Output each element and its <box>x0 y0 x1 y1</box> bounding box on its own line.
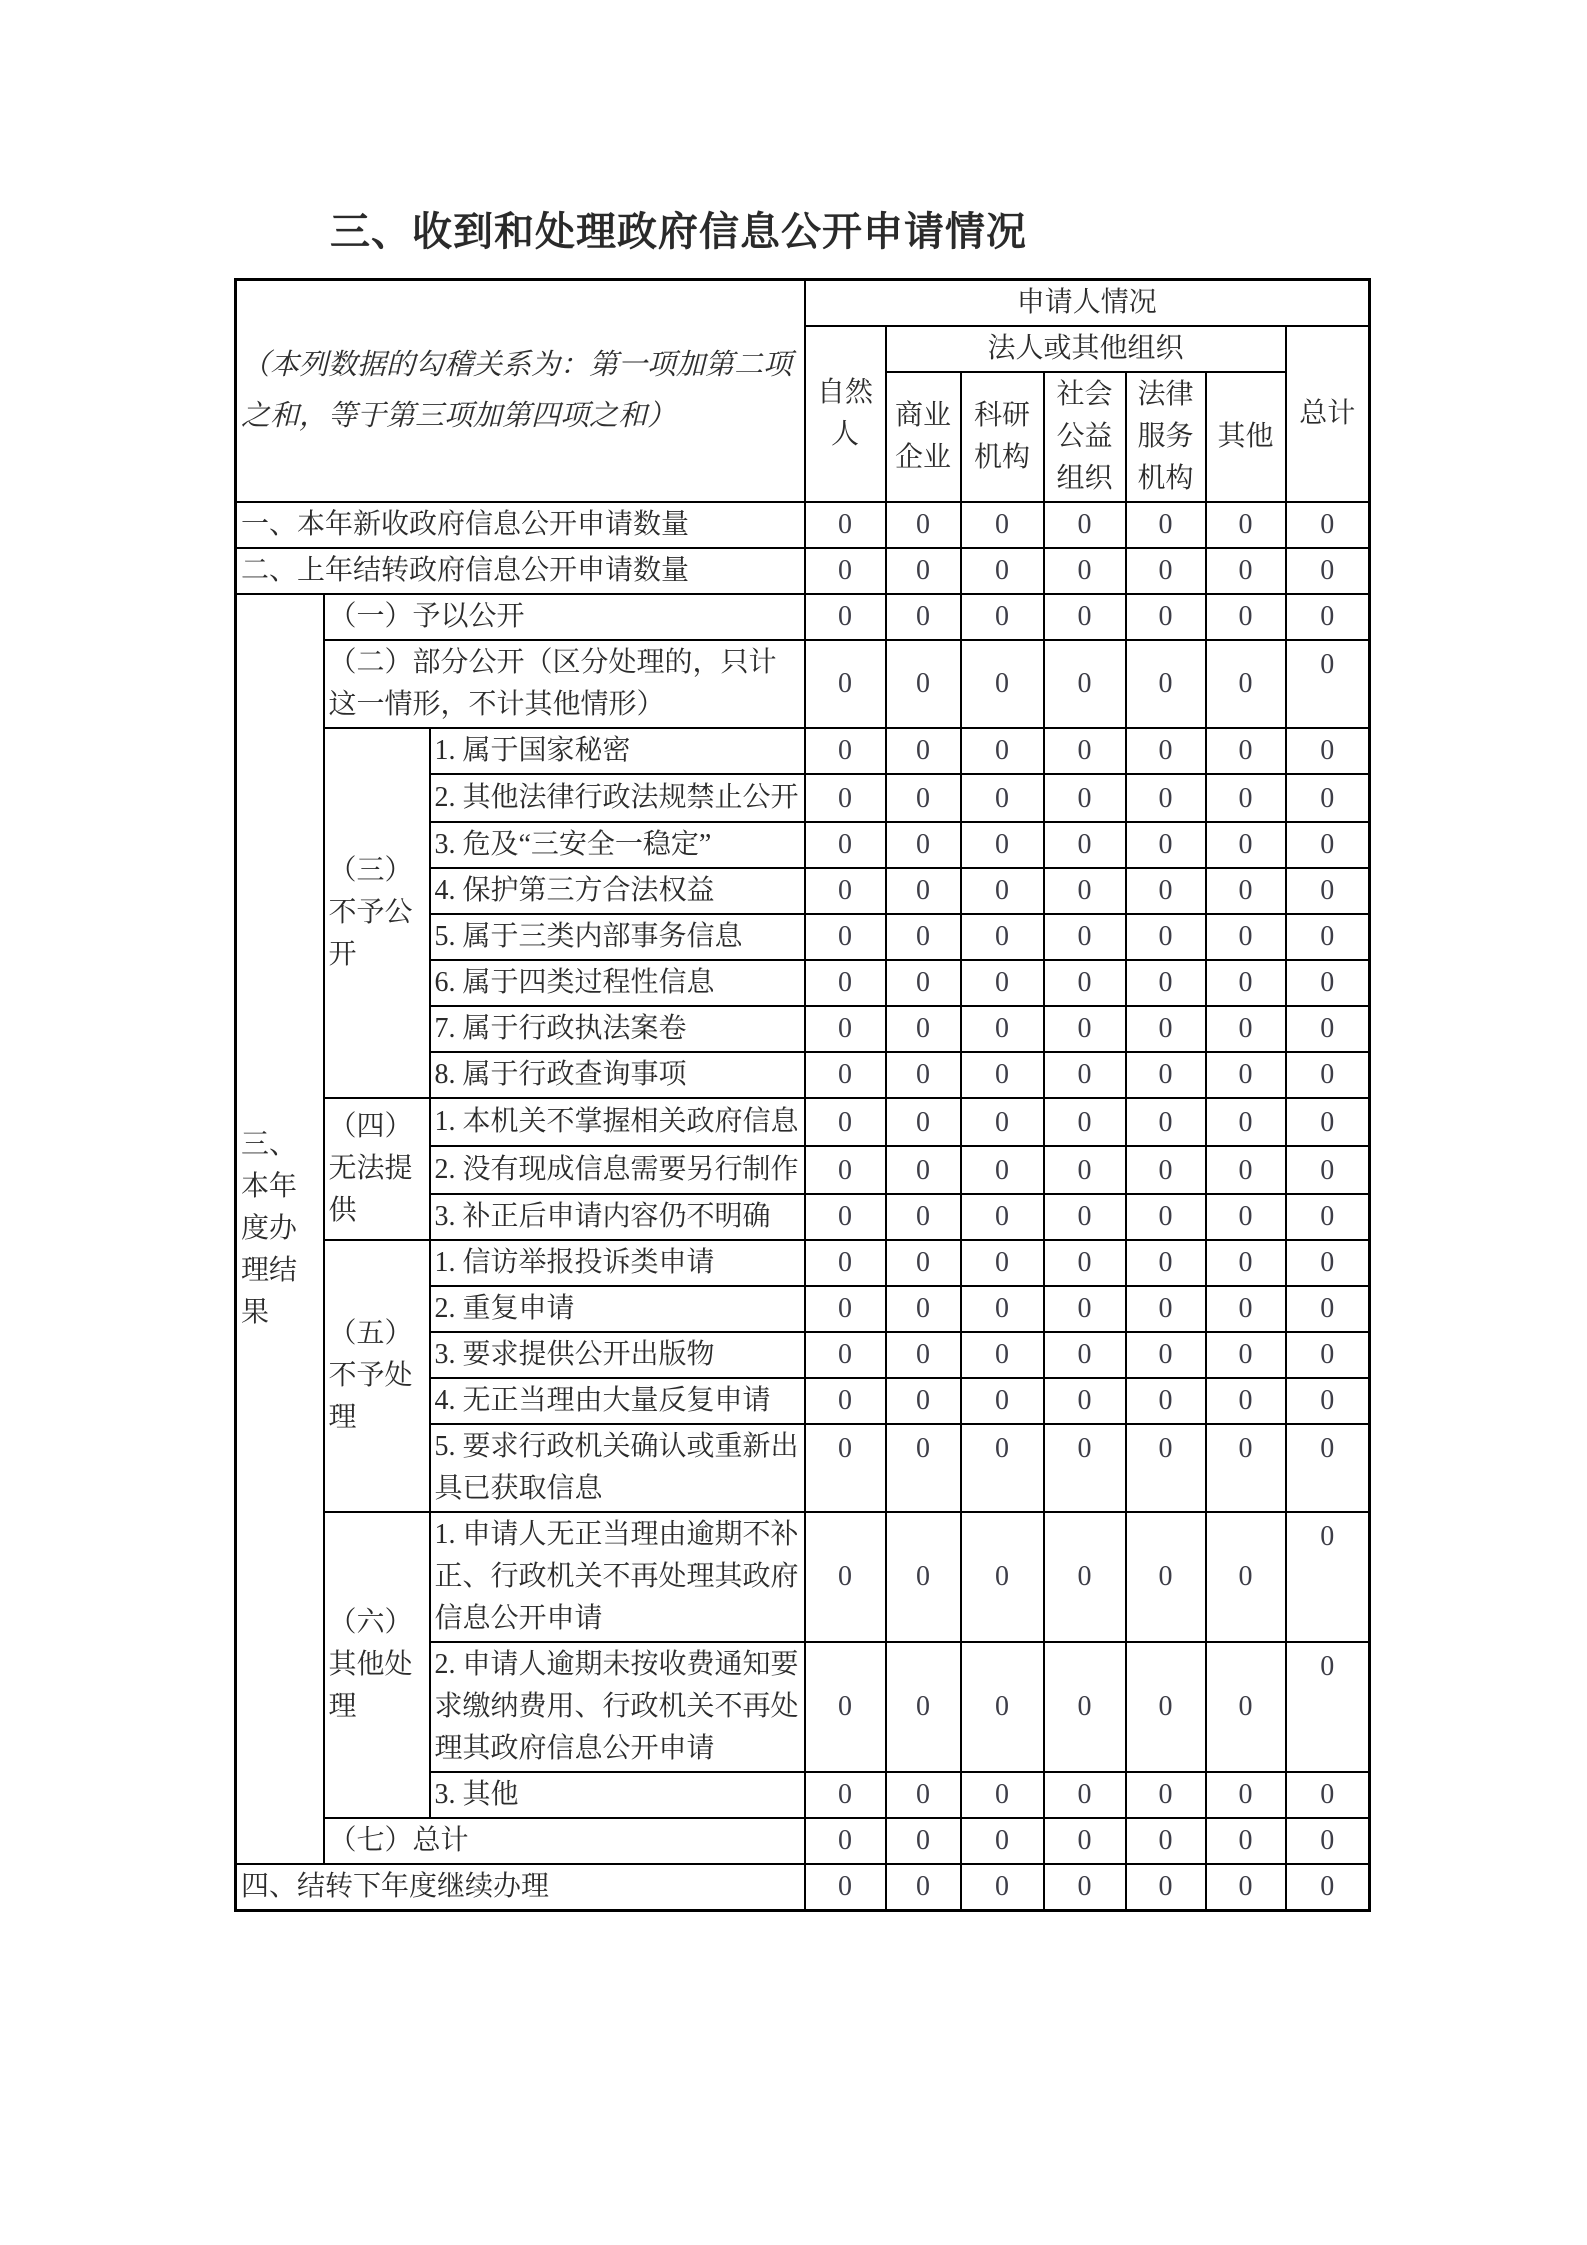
value-cell: 0 <box>1286 1146 1370 1194</box>
value-cell: 0 <box>886 822 961 868</box>
value-cell: 0 <box>1286 1642 1370 1772</box>
value-cell: 0 <box>805 914 886 960</box>
row-label: 5. 属于三类内部事务信息 <box>430 914 805 960</box>
value-cell: 0 <box>805 1098 886 1146</box>
row-label: 5. 要求行政机关确认或重新出具已获取信息 <box>430 1424 805 1512</box>
value-cell: 0 <box>805 1424 886 1512</box>
row-label: 6. 属于四类过程性信息 <box>430 960 805 1006</box>
value-cell: 0 <box>1286 640 1370 728</box>
value-cell: 0 <box>961 594 1044 640</box>
value-cell: 0 <box>1126 1240 1206 1286</box>
table-row <box>236 1864 1370 1911</box>
subsection-label: （四）无法提供 <box>324 1098 430 1240</box>
value-cell: 0 <box>1126 1006 1206 1052</box>
value-cell: 0 <box>1044 1642 1126 1772</box>
value-cell: 0 <box>1286 1332 1370 1378</box>
value-cell: 0 <box>961 1512 1044 1642</box>
value-cell: 0 <box>1126 1194 1206 1240</box>
value-cell: 0 <box>961 1332 1044 1378</box>
value-cell: 0 <box>1286 868 1370 914</box>
value-cell: 0 <box>1206 1378 1286 1424</box>
value-cell: 0 <box>886 868 961 914</box>
value-cell: 0 <box>1044 1424 1126 1512</box>
value-cell: 0 <box>886 548 961 594</box>
value-cell: 0 <box>961 1052 1044 1098</box>
value-cell: 0 <box>886 1772 961 1818</box>
value-cell: 0 <box>1206 774 1286 822</box>
value-cell: 0 <box>1286 960 1370 1006</box>
value-cell: 0 <box>1044 1240 1126 1286</box>
value-cell: 0 <box>1126 1286 1206 1332</box>
header-natural-person: 自然人 <box>805 326 886 502</box>
value-cell: 0 <box>886 960 961 1006</box>
value-cell: 0 <box>1206 728 1286 774</box>
value-cell: 0 <box>1044 1006 1126 1052</box>
table-row <box>236 640 1370 728</box>
value-cell: 0 <box>805 822 886 868</box>
corner-note: （本列数据的勾稽关系为：第一项加第二项之和，等于第三项加第四项之和） <box>236 280 805 503</box>
value-cell: 0 <box>1206 1146 1286 1194</box>
value-cell: 0 <box>886 1006 961 1052</box>
page-title: 三、收到和处理政府信息公开申请情况 <box>330 210 1027 254</box>
value-cell: 0 <box>961 868 1044 914</box>
value-cell: 0 <box>1044 1772 1126 1818</box>
row-label: （一）予以公开 <box>324 594 805 640</box>
value-cell: 0 <box>886 774 961 822</box>
row-label: 1. 信访举报投诉类申请 <box>430 1240 805 1286</box>
table-row <box>236 594 1370 640</box>
subsection-label: （三）不予公开 <box>324 728 430 1098</box>
value-cell: 0 <box>1286 1098 1370 1146</box>
value-cell: 0 <box>1206 1006 1286 1052</box>
value-cell: 0 <box>1126 1332 1206 1378</box>
value-cell: 0 <box>805 640 886 728</box>
value-cell: 0 <box>961 1864 1044 1911</box>
value-cell: 0 <box>1206 868 1286 914</box>
value-cell: 0 <box>1044 548 1126 594</box>
value-cell: 0 <box>1206 1864 1286 1911</box>
section-label: 三、本年度办理结果 <box>236 594 324 1864</box>
value-cell: 0 <box>886 1642 961 1772</box>
value-cell: 0 <box>886 1146 961 1194</box>
value-cell: 0 <box>1126 1424 1206 1512</box>
row-label: 3. 要求提供公开出版物 <box>430 1332 805 1378</box>
value-cell: 0 <box>886 728 961 774</box>
value-cell: 0 <box>1286 1864 1370 1911</box>
value-cell: 0 <box>1206 1240 1286 1286</box>
row-label: 二、上年结转政府信息公开申请数量 <box>236 548 805 594</box>
value-cell: 0 <box>886 1194 961 1240</box>
value-cell: 0 <box>1286 1772 1370 1818</box>
value-cell: 0 <box>1286 1424 1370 1512</box>
value-cell: 0 <box>1044 1098 1126 1146</box>
value-cell: 0 <box>1206 822 1286 868</box>
table-row <box>236 1512 1370 1642</box>
value-cell: 0 <box>1126 1864 1206 1911</box>
value-cell: 0 <box>1126 1512 1206 1642</box>
value-cell: 0 <box>1206 1286 1286 1332</box>
value-cell: 0 <box>805 960 886 1006</box>
value-cell: 0 <box>961 1286 1044 1332</box>
value-cell: 0 <box>1286 1240 1370 1286</box>
value-cell: 0 <box>886 1512 961 1642</box>
value-cell: 0 <box>1044 1052 1126 1098</box>
value-cell: 0 <box>1044 868 1126 914</box>
row-label: 3. 危及“三安全一稳定” <box>430 822 805 868</box>
value-cell: 0 <box>805 594 886 640</box>
value-cell: 0 <box>1126 640 1206 728</box>
value-cell: 0 <box>1044 1146 1126 1194</box>
header-applicant-status: 申请人情况 <box>805 280 1370 327</box>
value-cell: 0 <box>1206 1512 1286 1642</box>
value-cell: 0 <box>886 640 961 728</box>
value-cell: 0 <box>1044 960 1126 1006</box>
value-cell: 0 <box>961 1642 1044 1772</box>
table-row <box>236 548 1370 594</box>
row-label: 3. 补正后申请内容仍不明确 <box>430 1194 805 1240</box>
value-cell: 0 <box>961 1194 1044 1240</box>
value-cell: 0 <box>961 960 1044 1006</box>
value-cell: 0 <box>1286 822 1370 868</box>
value-cell: 0 <box>1206 1098 1286 1146</box>
table-row <box>236 1240 1370 1286</box>
value-cell: 0 <box>1286 1286 1370 1332</box>
subsection-label: （六）其他处理 <box>324 1512 430 1818</box>
header-commercial-enterprise: 商业企业 <box>886 372 961 502</box>
value-cell: 0 <box>1044 1818 1126 1864</box>
header-row <box>236 280 1370 327</box>
value-cell: 0 <box>1126 774 1206 822</box>
value-cell: 0 <box>1126 1052 1206 1098</box>
value-cell: 0 <box>1206 640 1286 728</box>
value-cell: 0 <box>886 1864 961 1911</box>
row-label: 2. 其他法律行政法规禁止公开 <box>430 774 805 822</box>
value-cell: 0 <box>886 502 961 548</box>
value-cell: 0 <box>961 1818 1044 1864</box>
value-cell: 0 <box>1126 1146 1206 1194</box>
value-cell: 0 <box>1286 774 1370 822</box>
value-cell: 0 <box>1286 1006 1370 1052</box>
value-cell: 0 <box>961 548 1044 594</box>
value-cell: 0 <box>1044 1286 1126 1332</box>
table-header <box>236 280 1370 503</box>
value-cell: 0 <box>886 914 961 960</box>
value-cell: 0 <box>961 640 1044 728</box>
value-cell: 0 <box>805 1642 886 1772</box>
table-row <box>236 1818 1370 1864</box>
value-cell: 0 <box>1126 502 1206 548</box>
value-cell: 0 <box>805 1818 886 1864</box>
value-cell: 0 <box>1044 914 1126 960</box>
row-label: 8. 属于行政查询事项 <box>430 1052 805 1098</box>
value-cell: 0 <box>1206 1642 1286 1772</box>
value-cell: 0 <box>1126 1098 1206 1146</box>
value-cell: 0 <box>1286 548 1370 594</box>
value-cell: 0 <box>961 1772 1044 1818</box>
value-cell: 0 <box>1286 1378 1370 1424</box>
value-cell: 0 <box>886 1378 961 1424</box>
value-cell: 0 <box>1286 1818 1370 1864</box>
applications-table <box>234 278 1371 1912</box>
table-row <box>236 1098 1370 1146</box>
value-cell: 0 <box>1044 594 1126 640</box>
value-cell: 0 <box>805 548 886 594</box>
value-cell: 0 <box>1044 1332 1126 1378</box>
value-cell: 0 <box>1126 548 1206 594</box>
value-cell: 0 <box>1206 1332 1286 1378</box>
value-cell: 0 <box>805 868 886 914</box>
value-cell: 0 <box>1044 1378 1126 1424</box>
value-cell: 0 <box>1044 1194 1126 1240</box>
table-row <box>236 728 1370 774</box>
header-legal-org: 法人或其他组织 <box>886 326 1286 372</box>
header-other-org: 其他 <box>1206 372 1286 502</box>
value-cell: 0 <box>1286 502 1370 548</box>
value-cell: 0 <box>961 502 1044 548</box>
value-cell: 0 <box>886 1332 961 1378</box>
value-cell: 0 <box>1044 728 1126 774</box>
value-cell: 0 <box>1206 1194 1286 1240</box>
value-cell: 0 <box>961 1006 1044 1052</box>
row-label: 7. 属于行政执法案卷 <box>430 1006 805 1052</box>
value-cell: 0 <box>961 1424 1044 1512</box>
value-cell: 0 <box>1206 594 1286 640</box>
value-cell: 0 <box>805 1378 886 1424</box>
row-label: 四、结转下年度继续办理 <box>236 1864 805 1911</box>
value-cell: 0 <box>805 1512 886 1642</box>
value-cell: 0 <box>805 728 886 774</box>
value-cell: 0 <box>961 1146 1044 1194</box>
value-cell: 0 <box>1044 822 1126 868</box>
value-cell: 0 <box>1044 640 1126 728</box>
value-cell: 0 <box>961 1378 1044 1424</box>
value-cell: 0 <box>961 774 1044 822</box>
row-label: 2. 没有现成信息需要另行制作 <box>430 1146 805 1194</box>
value-cell: 0 <box>1126 868 1206 914</box>
value-cell: 0 <box>1206 502 1286 548</box>
row-label: （七）总计 <box>324 1818 805 1864</box>
value-cell: 0 <box>1126 1772 1206 1818</box>
value-cell: 0 <box>1206 960 1286 1006</box>
row-label: 2. 重复申请 <box>430 1286 805 1332</box>
header-research-institution: 科研机构 <box>961 372 1044 502</box>
row-label: （二）部分公开（区分处理的，只计这一情形，不计其他情形） <box>324 640 805 728</box>
row-label: 2. 申请人逾期未按收费通知要求缴纳费用、行政机关不再处理其政府信息公开申请 <box>430 1642 805 1772</box>
value-cell: 0 <box>1126 728 1206 774</box>
value-cell: 0 <box>1126 960 1206 1006</box>
value-cell: 0 <box>886 1286 961 1332</box>
value-cell: 0 <box>961 914 1044 960</box>
value-cell: 0 <box>1044 774 1126 822</box>
value-cell: 0 <box>1126 1642 1206 1772</box>
row-label: 1. 本机关不掌握相关政府信息 <box>430 1098 805 1146</box>
value-cell: 0 <box>1206 1424 1286 1512</box>
value-cell: 0 <box>805 774 886 822</box>
row-label: 一、本年新收政府信息公开申请数量 <box>236 502 805 548</box>
value-cell: 0 <box>805 1194 886 1240</box>
value-cell: 0 <box>1286 728 1370 774</box>
value-cell: 0 <box>1126 914 1206 960</box>
table-body <box>236 502 1370 1911</box>
row-label: 3. 其他 <box>430 1772 805 1818</box>
value-cell: 0 <box>961 728 1044 774</box>
value-cell: 0 <box>805 1772 886 1818</box>
row-label: 4. 保护第三方合法权益 <box>430 868 805 914</box>
value-cell: 0 <box>805 1052 886 1098</box>
header-social-welfare-org: 社会公益组织 <box>1044 372 1126 502</box>
value-cell: 0 <box>886 1240 961 1286</box>
value-cell: 0 <box>805 1006 886 1052</box>
header-legal-service-org: 法律服务机构 <box>1126 372 1206 502</box>
value-cell: 0 <box>961 1098 1044 1146</box>
value-cell: 0 <box>886 1052 961 1098</box>
value-cell: 0 <box>805 1286 886 1332</box>
value-cell: 0 <box>1044 1512 1126 1642</box>
header-total: 总计 <box>1286 326 1370 502</box>
row-label: 1. 申请人无正当理由逾期不补正、行政机关不再处理其政府信息公开申请 <box>430 1512 805 1642</box>
row-label: 1. 属于国家秘密 <box>430 728 805 774</box>
value-cell: 0 <box>1044 502 1126 548</box>
value-cell: 0 <box>886 1424 961 1512</box>
value-cell: 0 <box>1206 1818 1286 1864</box>
value-cell: 0 <box>805 1864 886 1911</box>
value-cell: 0 <box>1286 1052 1370 1098</box>
value-cell: 0 <box>1126 594 1206 640</box>
value-cell: 0 <box>1126 1818 1206 1864</box>
value-cell: 0 <box>1206 1052 1286 1098</box>
row-label: 4. 无正当理由大量反复申请 <box>430 1378 805 1424</box>
table-row <box>236 502 1370 548</box>
value-cell: 0 <box>1044 1864 1126 1911</box>
value-cell: 0 <box>805 1240 886 1286</box>
value-cell: 0 <box>961 1240 1044 1286</box>
value-cell: 0 <box>1126 1378 1206 1424</box>
value-cell: 0 <box>886 1098 961 1146</box>
value-cell: 0 <box>1286 1512 1370 1642</box>
value-cell: 0 <box>1126 822 1206 868</box>
value-cell: 0 <box>961 822 1044 868</box>
value-cell: 0 <box>1206 914 1286 960</box>
value-cell: 0 <box>1286 914 1370 960</box>
value-cell: 0 <box>805 502 886 548</box>
value-cell: 0 <box>1206 548 1286 594</box>
subsection-label: （五）不予处理 <box>324 1240 430 1512</box>
value-cell: 0 <box>1286 1194 1370 1240</box>
value-cell: 0 <box>886 1818 961 1864</box>
value-cell: 0 <box>886 594 961 640</box>
value-cell: 0 <box>805 1146 886 1194</box>
value-cell: 0 <box>805 1332 886 1378</box>
value-cell: 0 <box>1286 594 1370 640</box>
value-cell: 0 <box>1206 1772 1286 1818</box>
